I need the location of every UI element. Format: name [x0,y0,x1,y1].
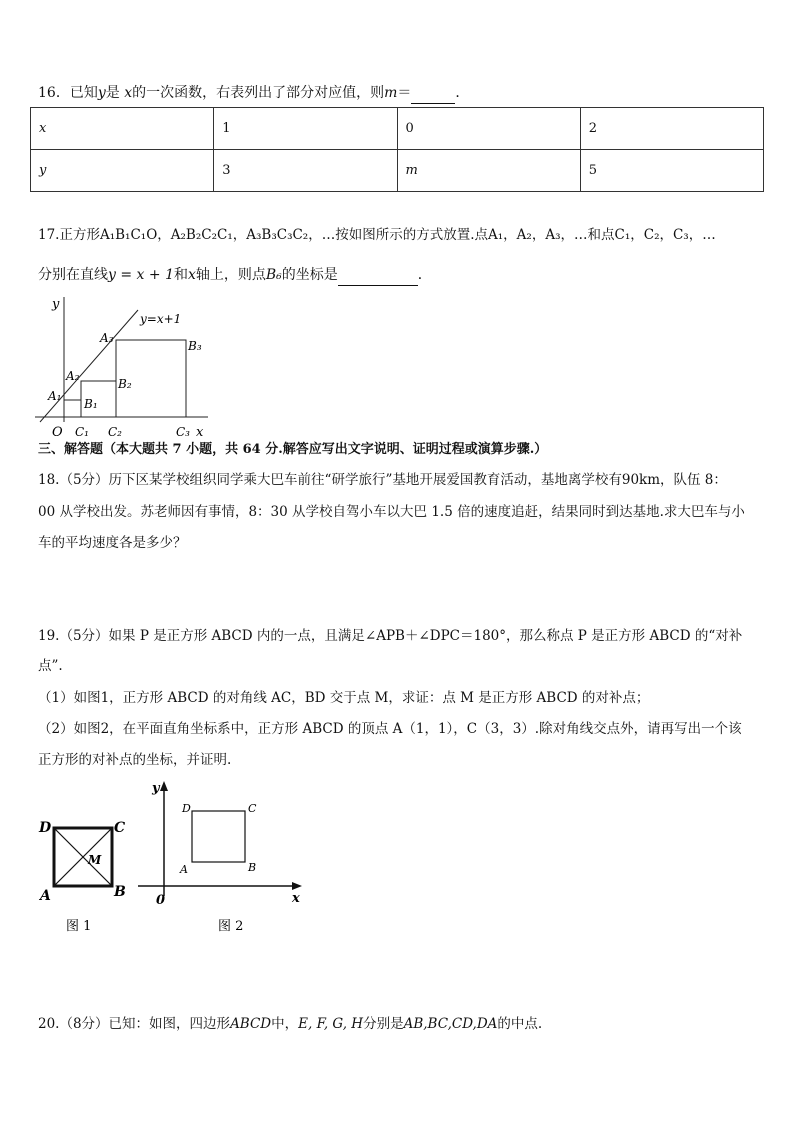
q17-x-var: x [187,267,196,283]
q20-quad-abcd: ABCD [230,1016,272,1032]
q16-mid1: 是 [105,85,120,101]
table-cell: 2 [580,108,763,150]
x-arrow-icon [292,882,302,890]
label-b2: B₂ [118,377,132,391]
q18-line2: 00 从学校出发。苏老师因有事情，8：30 从学校自驾小车以大巴 1.5 倍的速度追赶，结果同时到达基地.求大巴车与小 [38,504,745,520]
table-cell: 0 [397,108,580,150]
fig2-label-c: C [248,802,257,815]
fig2-label-x: x [292,891,300,906]
q16-text [38,83,469,104]
label-c3: C₃ [176,425,190,439]
table-cell: 5 [580,150,763,192]
fig2-label-d: D [182,802,191,815]
fig2-label-b: B [248,861,257,874]
section-note: （本大题共 7 小题，共 64 分.解答应写出文字说明、证明过程或演算步骤.） [103,442,548,457]
q19-figure-1 [34,812,134,936]
q17-line2-a: 分别在直线 [38,267,108,283]
table-cell: y [31,150,214,192]
fig2-label-a: A [180,863,188,876]
fig1-label-b: B [114,884,126,900]
q17-figure [30,292,220,442]
table-row [31,108,764,150]
q17-line2-d: 的坐标是 [281,267,338,283]
q19-line2: 点”. [38,658,63,674]
q17-line2 [38,265,432,286]
q16-answer-blank[interactable] [411,83,455,104]
line-label: y=x+1 [140,312,182,326]
square-1 [64,400,81,417]
fig2-caption: 图 2 [218,919,244,934]
q16-prefix: 16．已知 [38,85,98,101]
q19-line3: （1）如图1，正方形 ABCD 的对角线 AC，BD 交于点 M，求证：点 M 是正方形 ABCD 的对补点； [38,690,650,706]
q18-line1: 18.（5分）历下区某学校组织同学乘大巴车前往“研学旅行”基地开展爱国教育活动，基地离学校有90km，队伍 8： [38,472,727,488]
label-a1: A₁ [48,389,62,403]
q20-mid: 中， [271,1016,299,1032]
q17-line2-c: 轴上，则点 [195,267,266,283]
y-axis-label: y [52,297,60,312]
q20-points-efgh: E, F, G, H [298,1016,364,1032]
label-b1: B₁ [84,397,98,411]
q19-line1: 19.（5分）如果 P 是正方形 ABCD 内的一点，且满足∠APB＋∠DPC＝180°，那么称点 P 是正方形 ABCD 的“对补 [38,628,743,644]
q20-sides: AB,BC,CD,DA [403,1016,498,1032]
q16-var-m: m [384,85,398,101]
square-abcd [192,811,245,862]
label-a2: A₂ [66,369,80,383]
section-title: 三、解答题 [38,442,104,457]
q17-line2-b: 和 [173,267,188,283]
fig1-label-m: M [88,853,102,867]
q16-mid2: 的一次函数，右表列出了部分对应值，则 [132,85,385,101]
q17-line1: 17.正方形A₁B₁C₁O，A₂B₂C₂C₁，A₃B₃C₃C₂，…按如图所示的方式放置.点A₁，A₂，A₃，…和点C₁，C₂，C₃，… [38,227,716,243]
label-b3: B₃ [188,339,202,353]
q19-line4: （2）如图2，在平面直角坐标系中，正方形 ABCD 的顶点 A（1，1），C（3，3）.除对角线交点外，请再写出一个该 [38,721,742,737]
fig1-label-c: C [114,820,126,836]
label-c2: C₂ [108,425,122,439]
label-c1: C₁ [75,425,89,439]
fig1-caption: 图 1 [66,919,92,934]
q20-end: 的中点. [497,1016,543,1032]
q18-line3: 车的平均速度各是多少？ [38,535,187,551]
section-header [38,440,547,460]
q16-var-y: y [97,85,106,101]
table-cell: 1 [214,108,397,150]
label-a3: A₃ [100,331,114,345]
q16-var-x: x [124,85,133,101]
q19-line5: 正方形的对补点的坐标，并证明. [38,752,232,768]
fig1-label-d: D [39,820,52,836]
q20-prefix: 20.（8分）已知：如图，四边形 [38,1016,231,1032]
table-row [31,150,764,192]
fig2-label-origin: 0 [156,893,166,908]
x-axis-label: x [196,425,204,440]
table-cell: 3 [214,150,397,192]
fig1-label-a: A [40,888,51,904]
origin-label: O [52,425,63,440]
q17-end: ． [417,267,432,283]
q17-answer-blank[interactable] [338,265,418,286]
q20-text [38,1014,542,1034]
table-cell: x [31,108,214,150]
fig2-label-y: y [152,781,160,796]
table-cell: m [397,150,580,192]
q16-eq: ＝ [397,85,412,101]
y-arrow-icon [160,781,168,791]
q19-figure-2 [134,778,306,936]
q20-mid2: 分别是 [363,1016,404,1032]
q17-point-b6: B₆ [265,267,282,283]
q17-line-equation: y = x + 1 [108,267,174,283]
q16-end: ． [455,85,470,101]
q16-value-table [30,107,764,192]
